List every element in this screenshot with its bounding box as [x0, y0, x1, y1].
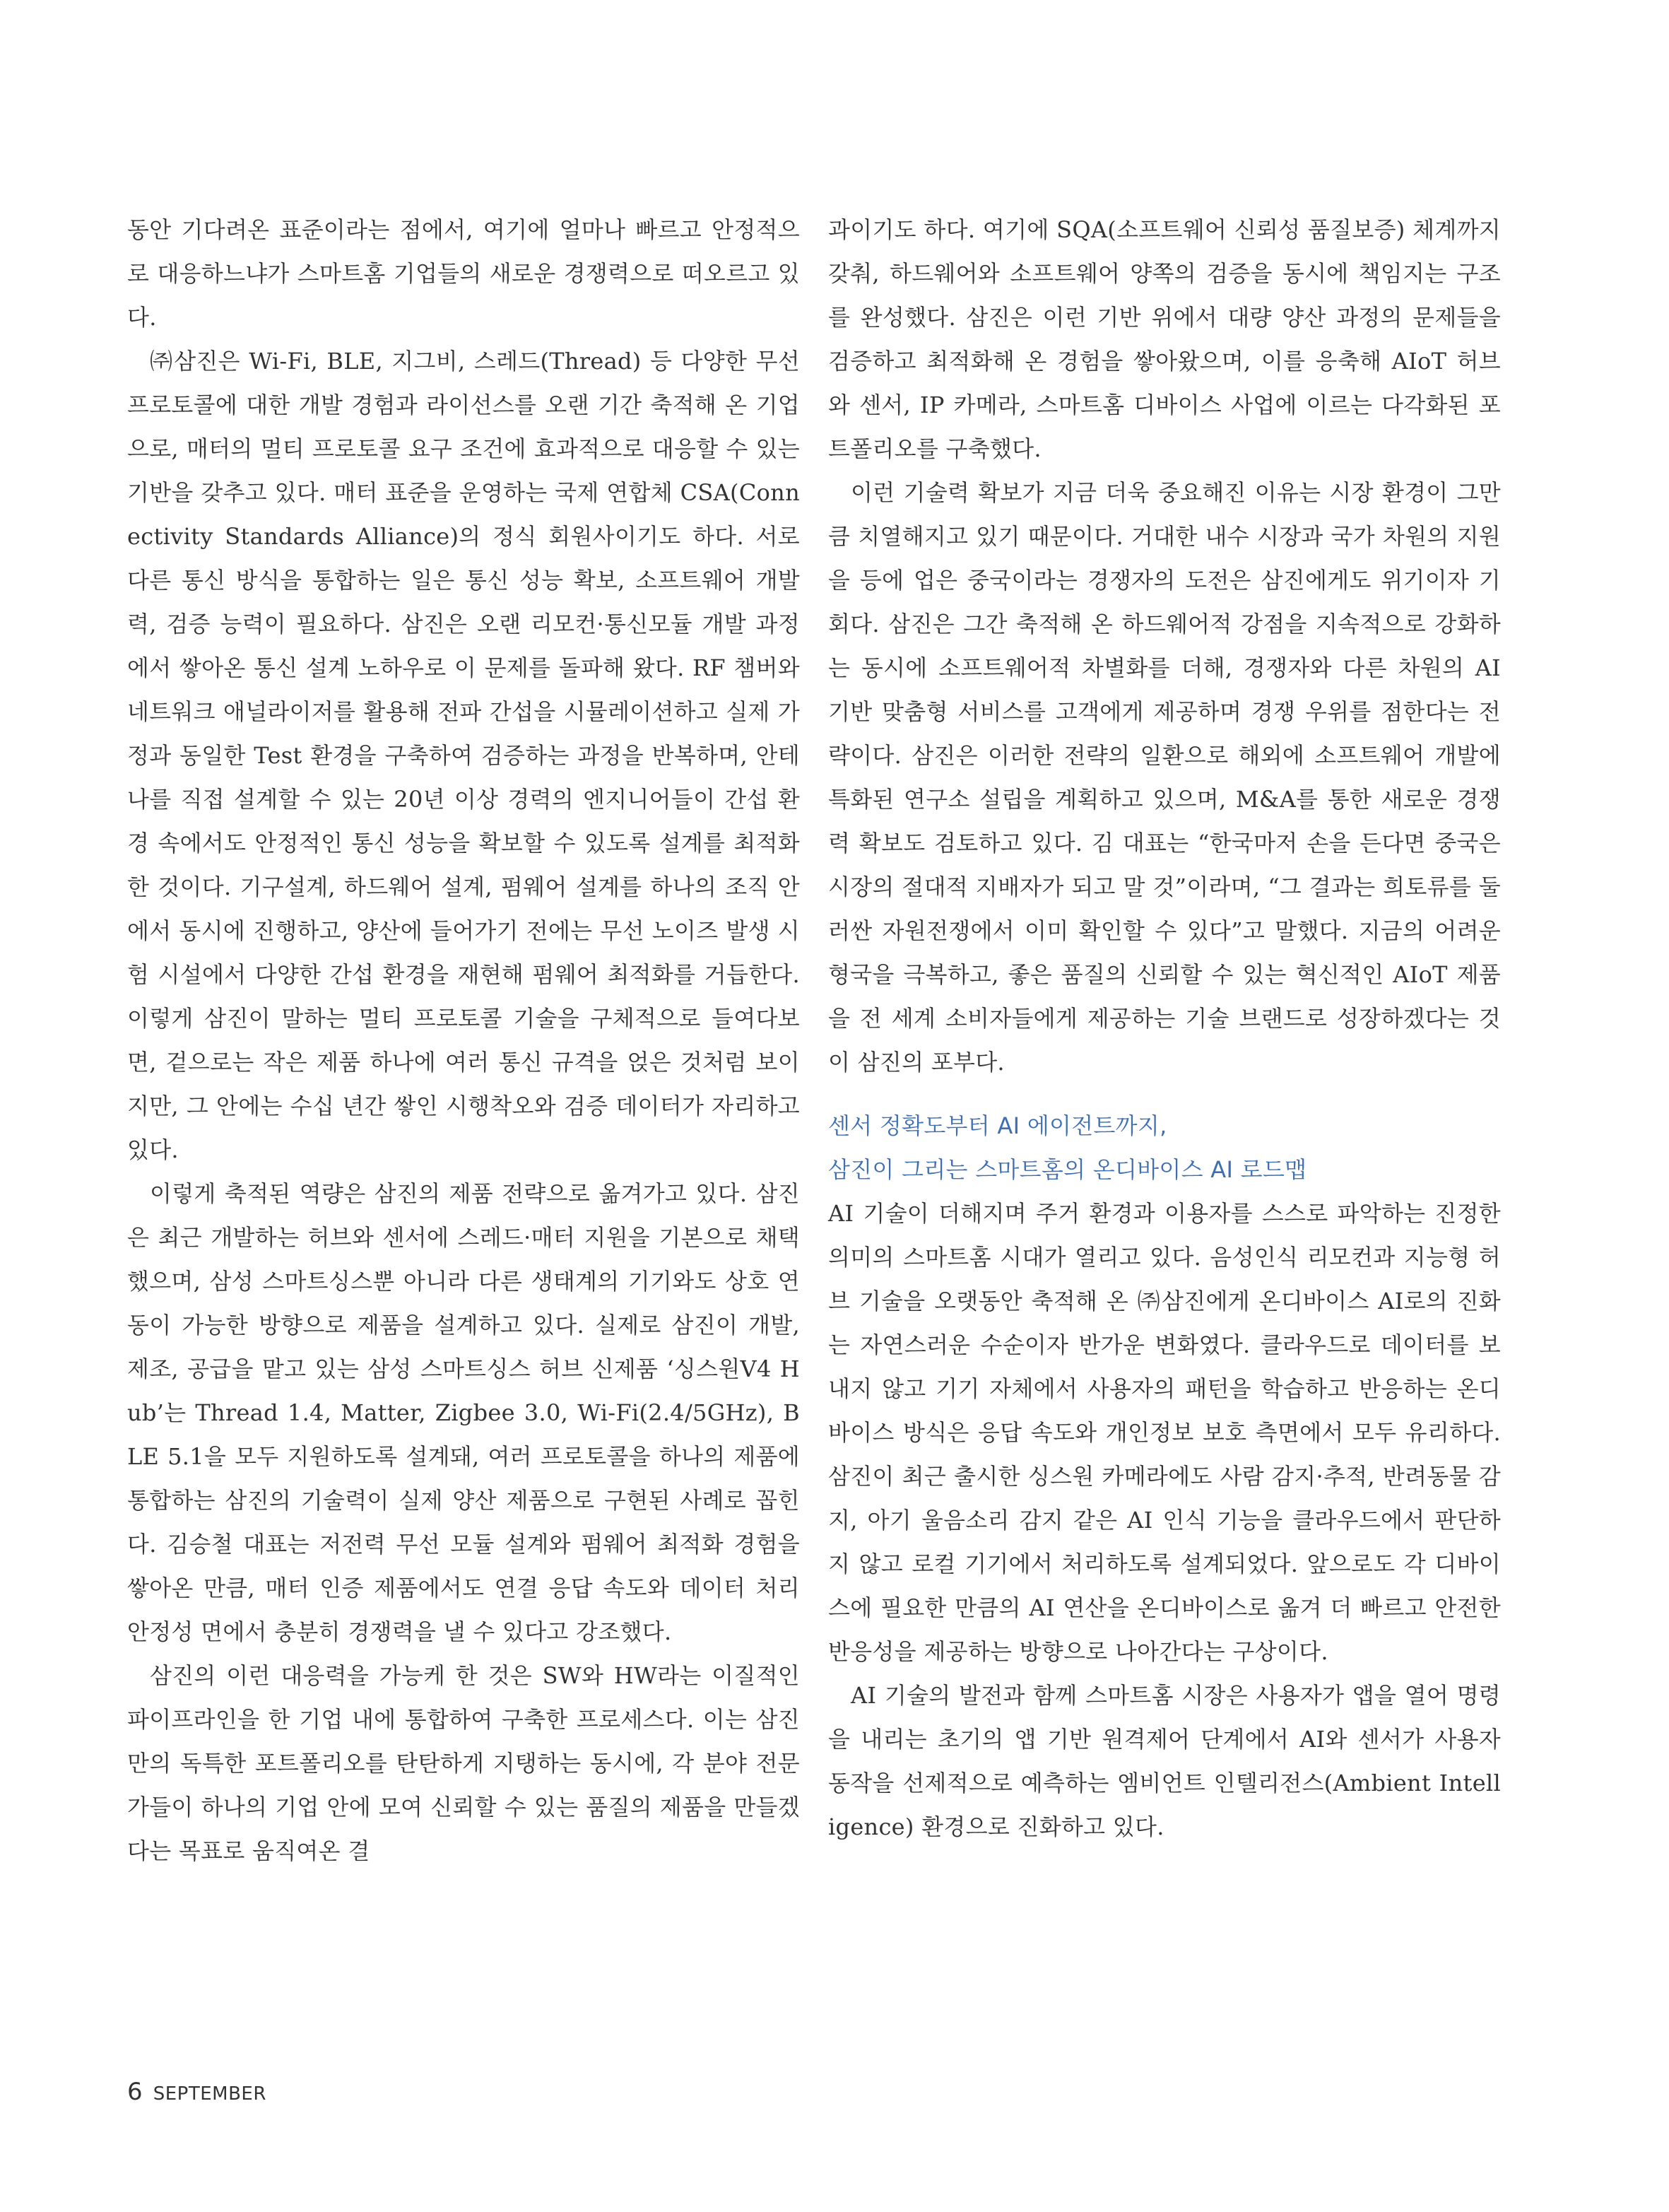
body-paragraph: 이런 기술력 확보가 지금 더욱 중요해진 이유는 시장 환경이 그만큼 치열해지고 있기 때문이다. 거대한 내수 시장과 국가 차원의 지원을 등에 업은 중국이라는 경쟁자의 도전은 삼진에게도 위기이자 기회다. 삼진은 그간 축적해 온 하드웨어적 강점을 지속적으로 강화하는 동시에 소프트웨어적 차별화를 더해, 경쟁자와 다른 차원의 AI 기반 맞춤형 서비스를 고객에게 제공하며 경쟁 우위를 점한다는 전략이다. 삼진은 이러한 전략의 일환으로 해외에 소프트웨어 개발에 특화된 연구소 설립을 계획하고 있으며, M&A를 통한 새로운 경쟁력 확보도 검토하고 있다. 김 대표는 “한국마저 손을 든다면 중국은 시장의 절대적 지배자가 되고 말 것”이라며, “그 결과는 희토류를 둘러싼 자원전쟁에서 이미 확인할 수 있다”고 말했다. 지금의 어려운 형국을 극복하고, 좋은 품질의 신뢰할 수 있는 혁신적인 AIoT 제품을 전 세계 소비자들에게 제공하는 기술 브랜드로 성장하겠다는 것이 삼진의 포부다. [828, 479, 1501, 1076]
issue-month: SEPTEMBER [153, 2083, 266, 2105]
body-paragraph: 이렇게 축적된 역량은 삼진의 제품 전략으로 옮겨가고 있다. 삼진은 최근 개발하는 허브와 센서에 스레드·매터 지원을 기본으로 채택했으며, 삼성 스마트싱스뿐 아니라 다른 생태계의 기기와도 상호 연동이 가능한 방향으로 제품을 설계하고 있다. 실제로 삼진이 개발, 제조, 공급을 맡고 있는 삼성 스마트싱스 허브 신제품 ‘싱스원V4 Hub’는 Thread 1.4, Matter, Zigbee 3.0, Wi-Fi(2.4/5GHz), BLE 5.1을 모두 지원하도록 설계돼, 여러 프로토콜을 하나의 제품에 통합하는 삼진의 기술력이 실제 양산 제품으로 구현된 사례로 꼽힌다. 김승철 대표는 저전력 무선 모듈 설계와 펌웨어 최적화 경험을 쌓아온 만큼, 매터 인증 제품에서도 연결 응답 속도와 데이터 처리 안정성 면에서 충분히 경쟁력을 낼 수 있다고 강조했다. [127, 1180, 800, 1645]
body-paragraph: AI 기술이 더해지며 주거 환경과 이용자를 스스로 파악하는 진정한 의미의 스마트홈 시대가 열리고 있다. 음성인식 리모컨과 지능형 허브 기술을 오랫동안 축적해 온 ㈜삼진에게 온디바이스 AI로의 진화는 자연스러운 수순이자 반가운 변화였다. 클라우드로 데이터를 보내지 않고 기기 자체에서 사용자의 패턴을 학습하고 반응하는 온디바이스 방식은 응답 속도와 개인정보 보호 측면에서 모두 유리하다. 삼진이 최근 출시한 싱스원 카메라에도 사람 감지·추적, 반려동물 감지, 아기 울음소리 감지 같은 AI 인식 기능을 클라우드에서 판단하지 않고 로컬 기기에서 처리하도록 설계되었다. 앞으로도 각 디바이스에 필요한 만큼의 AI 연산을 온디바이스로 옮겨 더 빠르고 안전한 반응성을 제공하는 방향으로 나아간다는 구상이다. [828, 1200, 1501, 1665]
body-paragraph: 삼진의 이런 대응력을 가능케 한 것은 SW와 HW라는 이질적인 파이프라인을 한 기업 내에 통합하여 구축한 프로세스다. 이는 삼진만의 독특한 포트폴리오를 탄탄하게 지탱하는 동시에, 각 분야 전문가들이 하나의 기업 안에 모여 신뢰할 수 있는 품질의 제품을 만들겠다는 목표로 움직여온 결 [127, 1662, 800, 1864]
page-footer [127, 2078, 266, 2106]
section-heading-line-1: 센서 정확도부터 AI 에이전트까지, [828, 1112, 1167, 1139]
section-heading [828, 1104, 1501, 1192]
body-paragraph: AI 기술의 발전과 함께 스마트홈 시장은 사용자가 앱을 열어 명령을 내리는 초기의 앱 기반 원격제어 단계에서 AI와 센서가 사용자 동작을 선제적으로 예측하는 엠비언트 인텔리전스(Ambient Intelligence) 환경으로 진화하고 있다. [828, 1682, 1501, 1840]
body-paragraph: ㈜삼진은 Wi-Fi, BLE, 지그비, 스레드(Thread) 등 다양한 무선 프로토콜에 대한 개발 경험과 라이선스를 오랜 기간 축적해 온 기업으로, 매터의 멀티 프로토콜 요구 조건에 효과적으로 대응할 수 있는 기반을 갖추고 있다. 매터 표준을 운영하는 국제 연합체 CSA(Connectivity Standards Alliance)의 정식 회원사이기도 하다. 서로 다른 통신 방식을 통합하는 일은 통신 성능 확보, 소프트웨어 개발력, 검증 능력이 필요하다. 삼진은 오랜 리모컨·통신모듈 개발 과정에서 쌓아온 통신 설계 노하우로 이 문제를 돌파해 왔다. RF 챔버와 네트워크 애널라이저를 활용해 전파 간섭을 시뮬레이션하고 실제 가정과 동일한 Test 환경을 구축하여 검증하는 과정을 반복하며, 안테나를 직접 설계할 수 있는 20년 이상 경력의 엔지니어들이 간섭 환경 속에서도 안정적인 통신 성능을 확보할 수 있도록 설계를 최적화한 것이다. 기구설계, 하드웨어 설계, 펌웨어 설계를 하나의 조직 안에서 동시에 진행하고, 양산에 들어가기 전에는 무선 노이즈 발생 시험 시설에서 다양한 간섭 환경을 재현해 펌웨어 최적화를 거듭한다. 이렇게 삼진이 말하는 멀티 프로토콜 기술을 구체적으로 들여다보면, 겉으로는 작은 제품 하나에 여러 통신 규격을 얹은 것처럼 보이지만, 그 안에는 수십 년간 쌓인 시행착오와 검증 데이터가 자리하고 있다. [127, 348, 800, 1163]
page-number: 6 [127, 2078, 143, 2106]
body-paragraph: 과이기도 하다. 여기에 SQA(소프트웨어 신뢰성 품질보증) 체계까지 갖춰, 하드웨어와 소프트웨어 양쪽의 검증을 동시에 책임지는 구조를 완성했다. 삼진은 이런 기반 위에서 대량 양산 과정의 문제들을 검증하고 최적화해 온 경험을 쌓아왔으며, 이를 응축해 AIoT 허브와 센서, IP 카메라, 스마트홈 디바이스 사업에 이르는 다각화된 포트폴리오를 구축했다. [828, 216, 1501, 462]
body-paragraph: 동안 기다려온 표준이라는 점에서, 여기에 얼마나 빠르고 안정적으로 대응하느냐가 스마트홈 기업들의 새로운 경쟁력으로 떠오르고 있다. [127, 216, 800, 331]
right-column [828, 208, 1501, 1849]
left-column [127, 208, 800, 1873]
section-heading-line-2: 삼진이 그리는 스마트홈의 온디바이스 AI 로드맵 [828, 1156, 1307, 1183]
